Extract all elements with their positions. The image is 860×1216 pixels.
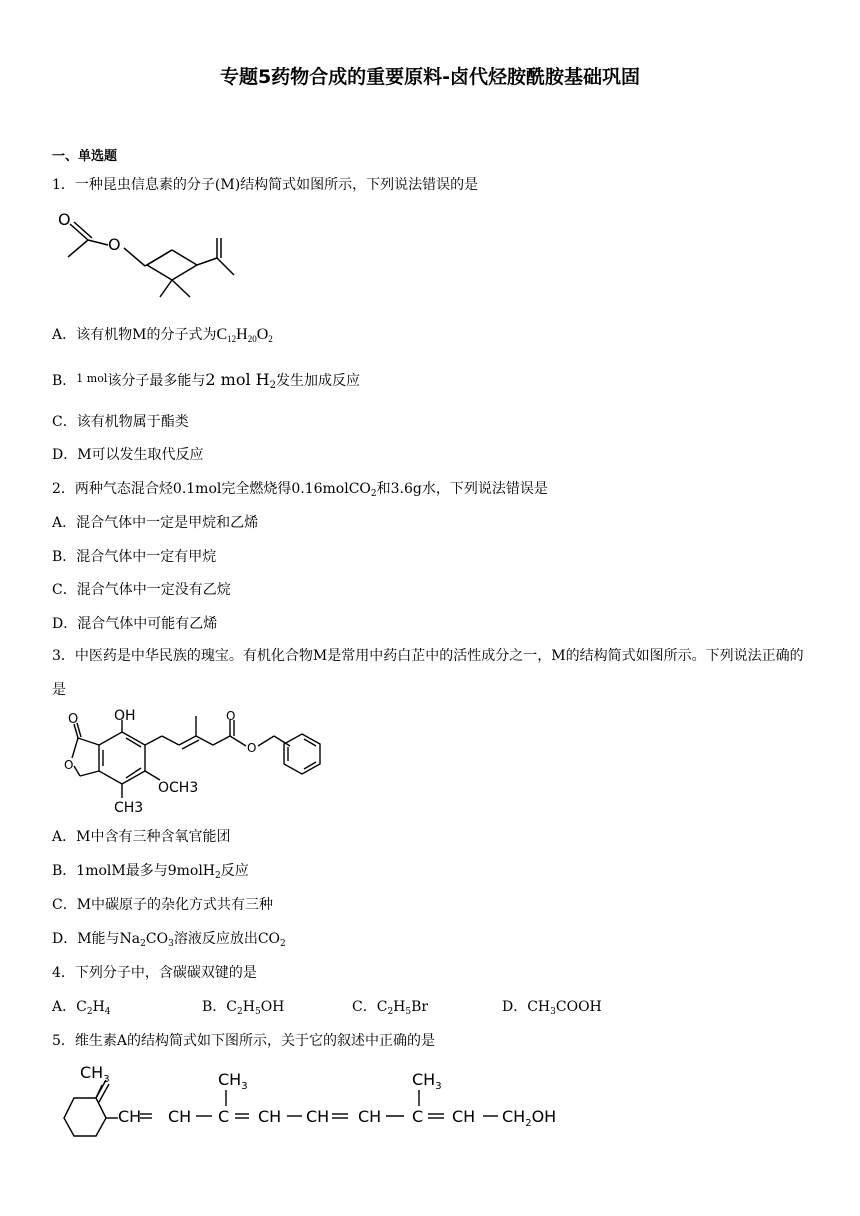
q2-stem-pre: 2．两种气态混合烃0.1mol完全燃烧得0.16molCO bbox=[52, 481, 371, 497]
q1-option-b-mol2: 2 mol H bbox=[205, 370, 270, 389]
q3-option-a: A．M中含有三种含氧官能团 bbox=[52, 829, 231, 845]
q3-atom-o-ring: O bbox=[64, 758, 74, 772]
q4-option-c-end: Br bbox=[411, 999, 429, 1015]
q4-option-b-pre: B．C bbox=[202, 999, 237, 1015]
q5-chain-9: $CH_2OH$ bbox=[502, 1107, 557, 1129]
q5-ring-methyl: $CH_3$ bbox=[80, 1063, 110, 1085]
q5-chain-5: CH bbox=[306, 1107, 330, 1126]
q3-atom-o-ester: O bbox=[247, 741, 257, 755]
q5-methyl-a: $CH_3$ bbox=[218, 1070, 248, 1092]
q5-hydroxyl: OH bbox=[531, 1107, 557, 1126]
q4-option-c: C．$C_2H_5Br$ bbox=[352, 999, 429, 1017]
q2-option-d: D．混合气体中可能有乙烯 bbox=[52, 616, 218, 632]
q5-methyl-a-ch: CH bbox=[218, 1070, 242, 1089]
q3-structure bbox=[52, 706, 352, 818]
q5-chain-2: CH bbox=[168, 1107, 192, 1126]
q4-option-d-pre: D．CH bbox=[502, 999, 551, 1015]
q4-option-a: A．$C_2H_4$ bbox=[52, 999, 111, 1017]
q1-structure bbox=[52, 200, 242, 300]
q3-option-b: B．1molM最多与9molH$_2$反应 bbox=[52, 863, 249, 881]
q2-stem-post: 和3.6g水，下列说法错误是 bbox=[376, 481, 548, 497]
q4-option-b-end: OH bbox=[260, 999, 285, 1015]
q4-option-b: B．$C_2H_5OH$ bbox=[202, 999, 285, 1017]
q3-option-d-mid1: CO bbox=[145, 931, 169, 947]
q3-option-d: D．M能与$Na_2CO_3$溶液反应放出$CO_2$ bbox=[52, 931, 286, 949]
q3-option-b-pre: B．1molM最多与9molH bbox=[52, 863, 216, 879]
q1-option-d: D．M可以发生取代反应 bbox=[52, 447, 204, 463]
q4-option-c-mid: H bbox=[393, 999, 406, 1015]
q4-stem: 4．下列分子中，含碳碳双键的是 bbox=[52, 965, 257, 981]
q5-chain-7: C bbox=[412, 1107, 424, 1126]
q5-chain-9-ch: CH bbox=[502, 1107, 526, 1126]
q3-atom-och3: OCH3 bbox=[158, 780, 199, 796]
q2-option-c: C．混合气体中一定没有乙烷 bbox=[52, 582, 231, 598]
q5-chain-6: CH bbox=[358, 1107, 382, 1126]
q1-option-b: B．$^{1 mol}$该分子最多能与2 mol $H_2$发生加成反应 bbox=[52, 370, 360, 391]
document-title: 专题5药物合成的重要原料-卤代烃胺酰胺基础巩固 bbox=[219, 66, 641, 88]
q3-atom-o-ester-carbonyl: O bbox=[226, 709, 236, 723]
q3-option-b-post: 反应 bbox=[220, 863, 249, 879]
q5-structure bbox=[52, 1060, 572, 1140]
q1-option-b-label: B． bbox=[52, 373, 77, 389]
q1-atom-o-ester: O bbox=[108, 235, 121, 254]
q4-option-c-pre: C．C bbox=[352, 999, 388, 1015]
q4-option-d: D．$CH_3COOH$ bbox=[502, 999, 602, 1017]
q2-option-a: A．混合气体中一定是甲烷和乙烯 bbox=[52, 515, 259, 531]
q5-chain-4: CH bbox=[258, 1107, 282, 1126]
q5-methyl-b-ch: CH bbox=[412, 1070, 436, 1089]
q2-option-b: B．混合气体中一定有甲烷 bbox=[52, 549, 217, 565]
q4-option-a-post: H bbox=[92, 999, 105, 1015]
q3-option-d-mid2: 溶液反应放出CO bbox=[173, 931, 281, 947]
q5-chain-3: C bbox=[218, 1107, 230, 1126]
q1-option-c: C．该有机物属于酯类 bbox=[52, 414, 189, 430]
q3-option-d-pre: D．M能与Na bbox=[52, 931, 141, 947]
q1-option-b-mol1: 1 mol bbox=[76, 372, 108, 385]
q4-option-d-end: COOH bbox=[555, 999, 602, 1015]
q4-option-a-pre: A．C bbox=[52, 999, 87, 1015]
q3-stem: 3．中医药是中华民族的瑰宝。有机化合物M是常用中药白芷中的活性成分之一，M的结构简式如图所示。下列说法正确的是 bbox=[52, 648, 804, 698]
q2-stem: 2．两种气态混合烃0.1mol完全燃烧得0.16molCO$_2$和3.6g水，下列说法错误是 bbox=[52, 481, 548, 499]
q1-stem: 1．一种昆虫信息素的分子(M)结构简式如图所示，下列说法错误的是 bbox=[52, 177, 479, 193]
q4-option-b-post: H bbox=[242, 999, 255, 1015]
q3-option-c: C．M中碳原子的杂化方式共有三种 bbox=[52, 897, 274, 913]
q3-atom-oh: OH bbox=[114, 708, 136, 724]
q1-option-a-text: A．该有机物M的分子式为 bbox=[52, 327, 217, 343]
q1-formula: $C_{12}H_{20}O_2$ bbox=[216, 326, 273, 344]
section-heading: 一、单选题 bbox=[52, 149, 118, 164]
q5-chain-1: CH bbox=[118, 1107, 142, 1126]
q3-atom-o-carbonyl: O bbox=[68, 712, 79, 727]
q1-atom-o-carbonyl: O bbox=[58, 210, 71, 229]
q5-ring-methyl-ch: CH bbox=[80, 1063, 104, 1082]
q5-stem: 5．维生素A的结构简式如下图所示，关于它的叙述中正确的是 bbox=[52, 1033, 436, 1049]
q1-option-a bbox=[52, 324, 273, 344]
q3-atom-ch3: CH3 bbox=[114, 800, 144, 816]
q1-option-b-post: 发生加成反应 bbox=[275, 373, 360, 389]
q5-methyl-b: $CH_3$ bbox=[412, 1070, 442, 1092]
q5-chain-8: CH bbox=[452, 1107, 476, 1126]
q1-option-b-mid: 该分子最多能与 bbox=[107, 373, 206, 389]
